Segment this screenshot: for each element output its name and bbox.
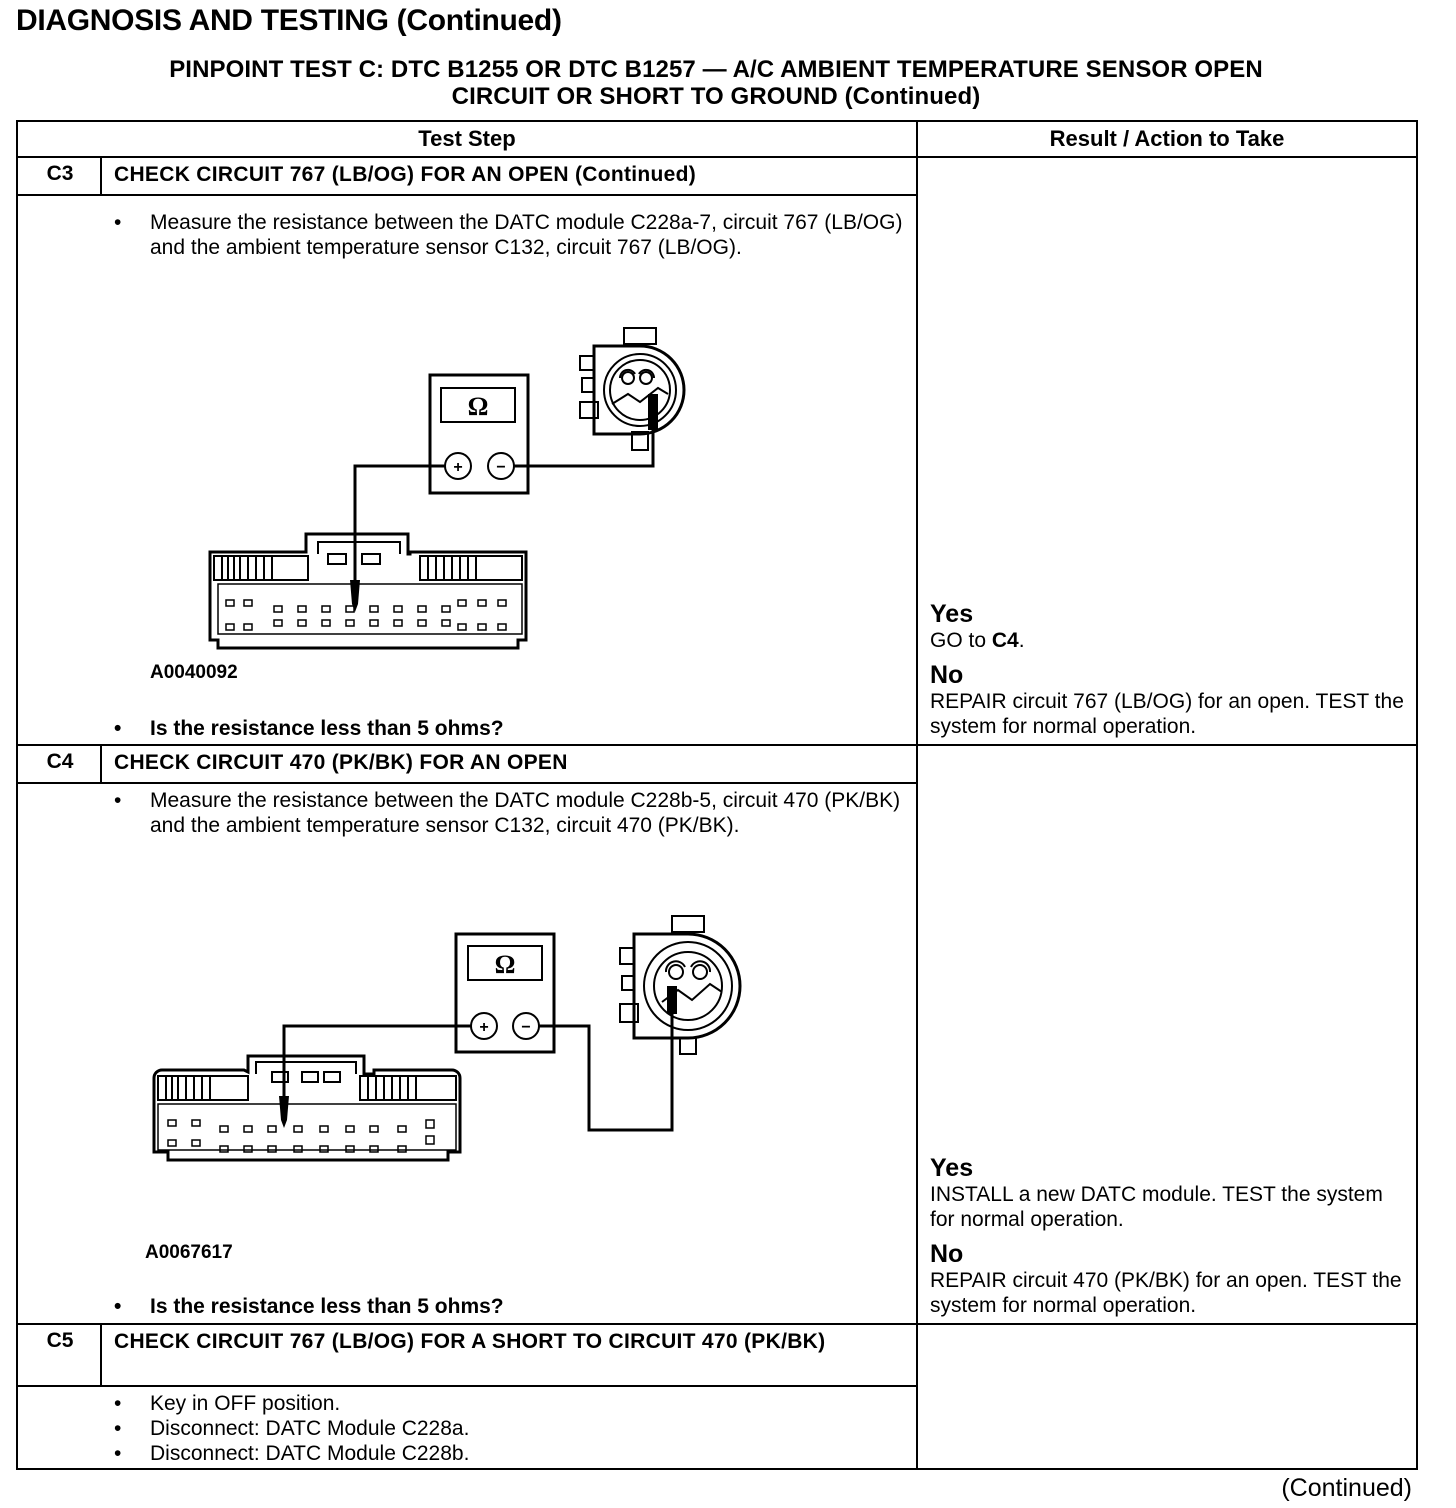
connector-pins-row2 [226, 620, 506, 630]
step-id-c3: C3 [46, 162, 74, 185]
bullet-icon: • [114, 1392, 122, 1415]
c3-title-divider [18, 194, 916, 196]
header-test-step: Test Step [418, 126, 516, 151]
c3-probe-sensor [648, 394, 658, 430]
figure-id-c4: A0067617 [145, 1242, 233, 1263]
sensor-tab-top [624, 328, 656, 344]
c4-meter-diagram [148, 910, 768, 1210]
bullet-icon: • [114, 1417, 122, 1440]
connector-pins-row1 [226, 600, 506, 612]
c3-no-action: REPAIR circuit 767 (LB/OG) for an open. TEST the system for normal operation. [930, 690, 1404, 738]
bullet-icon: • [114, 1442, 122, 1465]
c5-instruction-disconnect-a [114, 1416, 904, 1441]
c4-no-action: REPAIR circuit 470 (PK/BK) for an open. TEST the system for normal operation. [930, 1269, 1402, 1317]
plus-symbol: + [479, 1019, 489, 1036]
c3-question [114, 716, 904, 741]
c4-yes-label: Yes [930, 1154, 974, 1182]
step-title-c3: CHECK CIRCUIT 767 (LB/OG) FOR AN OPEN (Continued) [114, 163, 697, 186]
header-divider [18, 156, 1416, 158]
c3-probe-connector [350, 580, 360, 612]
bullet-icon: • [114, 717, 122, 740]
c3-results [930, 600, 1410, 747]
c3-yes-label: Yes [930, 600, 974, 628]
c4-instruction-measure [114, 788, 904, 838]
bullet-icon: • [114, 789, 122, 812]
sensor-housing [634, 934, 740, 1038]
c3-instruction-measure [114, 210, 904, 260]
step-title-c4: CHECK CIRCUIT 470 (PK/BK) FOR AN OPEN [114, 751, 568, 774]
header-result-action: Result / Action to Take [1049, 126, 1285, 151]
datc-connector-housing [210, 534, 526, 648]
c4-results [930, 1154, 1410, 1326]
step-id-c4: C4 [46, 750, 74, 773]
c3-no-label: No [930, 661, 964, 689]
pinpoint-test-table [16, 120, 1418, 1470]
c4-instruction-text: Measure the resistance between the DATC module C228b-5, circuit 470 (PK/BK) and the ambient temperature sensor C132, circuit 470 (PK/BK). [150, 789, 901, 837]
c4-no-label: No [930, 1240, 964, 1268]
ohm-symbol: Ω [494, 950, 516, 979]
figure-id-c3: A0040092 [150, 662, 238, 683]
sensor-tab-top [672, 916, 704, 932]
subtitle-line-1: PINPOINT TEST C: DTC B1255 OR DTC B1257 — A/C AMBIENT TEMPERATURE SENSOR OPEN [169, 56, 1263, 83]
c3-meter-diagram [188, 322, 708, 652]
sensor-tab-bottom [680, 1038, 696, 1054]
plus-symbol: + [453, 459, 463, 476]
c4-question-text: Is the resistance less than 5 ohms? [150, 1295, 504, 1318]
step-id-c5: C5 [46, 1329, 74, 1352]
c5-instruction-3: Disconnect: DATC Module C228b. [150, 1442, 470, 1465]
c3-yes-action-prefix: GO to [930, 629, 992, 652]
c3-yes-action-suffix: . [1018, 629, 1025, 652]
column-divider [916, 122, 918, 1468]
bullet-icon: • [114, 211, 122, 234]
step-title-c5: CHECK CIRCUIT 767 (LB/OG) FOR A SHORT TO CIRCUIT 470 (PK/BK) [114, 1330, 826, 1353]
page-title: DIAGNOSIS AND TESTING (Continued) [16, 4, 562, 37]
c4-probe-sensor [667, 986, 677, 1014]
minus-symbol: − [521, 1019, 531, 1036]
negative-lead-wire [539, 1010, 672, 1130]
c3-question-text: Is the resistance less than 5 ohms? [150, 717, 504, 740]
c5-instruction-disconnect-b [114, 1441, 904, 1466]
pinpoint-test-title [16, 56, 1416, 110]
c5-instruction-key-off [114, 1391, 904, 1416]
c4-title-divider [18, 782, 916, 784]
minus-symbol: − [496, 459, 506, 476]
c4-yes-action: INSTALL a new DATC module. TEST the system for normal operation. [930, 1183, 1383, 1231]
c3-yes-action [930, 628, 1410, 653]
footer-continued: (Continued) [1281, 1474, 1412, 1502]
ohm-symbol: Ω [467, 392, 489, 421]
c4-probe-connector [279, 1096, 289, 1128]
c4-question [114, 1294, 904, 1319]
c5-title-divider [18, 1385, 916, 1387]
c5-instruction-1: Key in OFF position. [150, 1392, 341, 1415]
c3-instruction-text: Measure the resistance between the DATC module C228a-7, circuit 767 (LB/OG) and the ambient temperature sensor C132, circuit 767 (LB/OG). [150, 211, 903, 259]
bullet-icon: • [114, 1295, 122, 1318]
subtitle-line-2: CIRCUIT OR SHORT TO GROUND (Continued) [451, 83, 981, 110]
c3-yes-action-target: C4 [991, 629, 1019, 652]
connector-pins-row1 [168, 1120, 434, 1132]
c5-instruction-2: Disconnect: DATC Module C228a. [150, 1417, 470, 1440]
